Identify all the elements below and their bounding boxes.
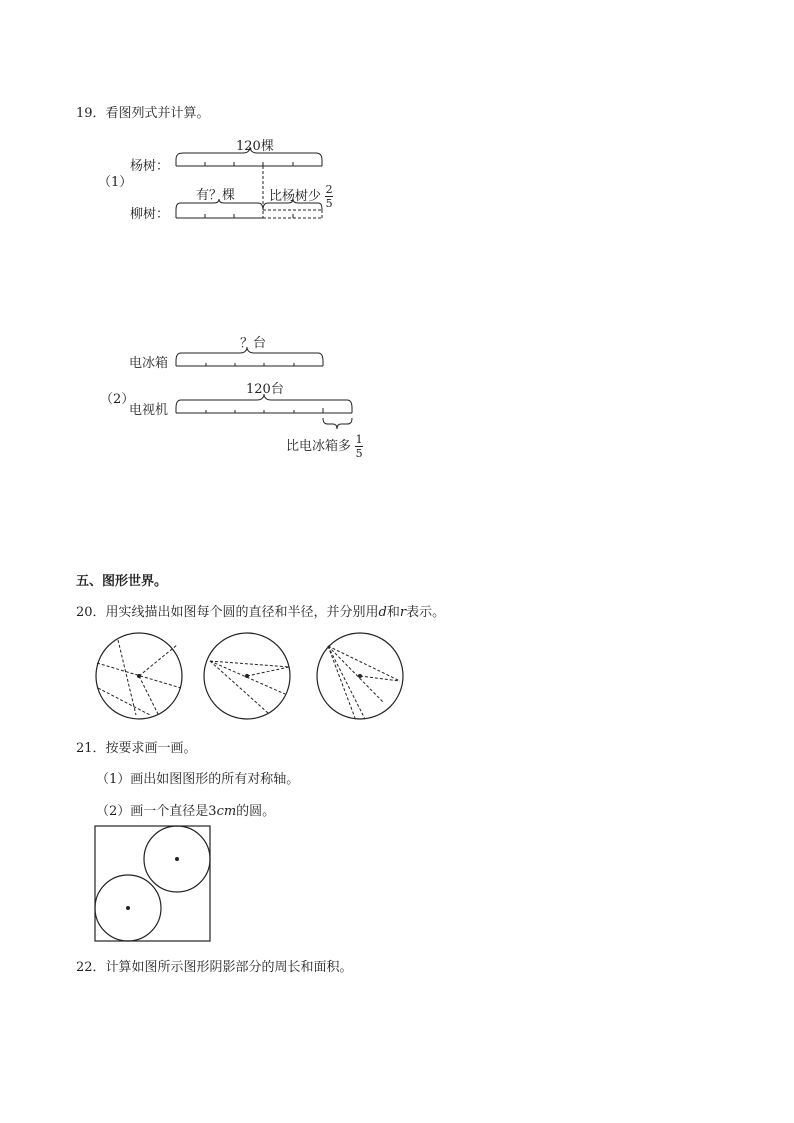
q19-part1-top-brace-label: 120棵 xyxy=(236,139,274,154)
square xyxy=(95,826,210,941)
q21-item2: （2）画一个直径是3cm的圆。 xyxy=(96,804,276,819)
q21-title: 21．按要求画一画。 xyxy=(76,741,197,756)
q19-part2-bottom-label: 比电冰箱多 $\frac{1}{5}$ xyxy=(286,433,363,460)
q22-title: 22．计算如图所示图形阴影部分的周长和面积。 xyxy=(76,960,353,975)
lower-center xyxy=(126,906,130,910)
upper-center xyxy=(175,857,179,861)
q19-part1-row1-label: 杨树： xyxy=(130,159,170,174)
q19-part2-row2-label: 电视机 xyxy=(129,403,169,418)
q19-part2-number: （2） xyxy=(100,392,135,407)
q19-part1-number: （1） xyxy=(98,175,133,190)
q19-part2-mid-brace-label: 120台 xyxy=(246,382,284,397)
fraction-two-fifths: $\frac{2}{5}$ xyxy=(325,183,333,210)
q19-part2-top-brace-label: ？台 xyxy=(240,336,267,351)
q20-title: 20．用实线描出如图每个圆的直径和半径，并分别用d和r表示。 xyxy=(76,605,446,620)
q19-title: 19．看图列式并计算。 xyxy=(76,106,210,121)
q19-part2-row1-label: 电冰箱 xyxy=(129,356,169,371)
fraction-one-fifth: $\frac{1}{5}$ xyxy=(355,433,363,460)
q21-item1: （1）画出如图图形的所有对称轴。 xyxy=(96,772,300,787)
q19-part1-right-brace-label: 比杨树少 $\frac{2}{5}$ xyxy=(269,183,333,210)
q19-part1-left-brace-label: 有？棵 xyxy=(196,188,236,203)
q19-part1-row2-label: 柳树： xyxy=(130,207,170,222)
section5-title: 五、图形世界。 xyxy=(76,574,168,589)
